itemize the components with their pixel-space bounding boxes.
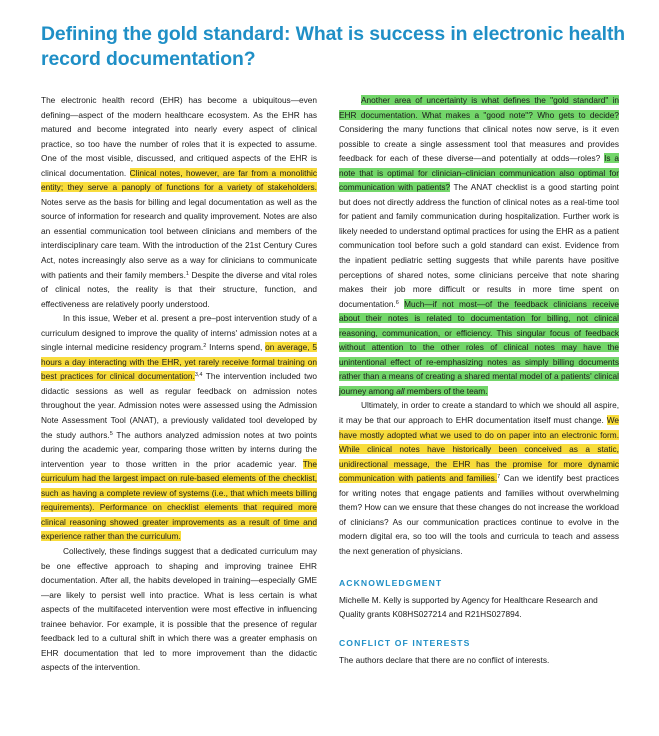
text-run: In this issue, Weber et al. present a pre–post intervention study of a curriculum designed to improve the quality of interns' admission notes at a single internal medicine residency program. <box>41 313 317 353</box>
text-run: Ultimately, in order to create a standard to which we should all aspire, it may be that our approach to EHR documentation itself must change. <box>339 400 619 426</box>
text-run: Interns spend, <box>206 342 266 353</box>
citation-2: 2 <box>203 343 207 350</box>
article-title: Defining the gold standard: What is success in electronic health record documentation? <box>41 23 626 70</box>
emphasis: all <box>396 385 405 396</box>
text-run: Much—if not most—of the feedback clinicians receive about their notes is related to documentation for billing, not clinical reasoning, communication, or efficiency. This singular focus of feedback without attention to the other roles of clinical notes may have the unintentional effect of re-emphasizing notes as simply billing documents rather than a means of creating a shared mental model of a patients' clinical journey among <box>339 298 619 396</box>
right-column <box>339 93 619 667</box>
text-run: Considering the many functions that clinical notes now serve, is it even possible to create a single assessment tool that measures and provides feedback for each of these diverse—and potentially at odds—roles? <box>339 124 619 164</box>
text-run: The authors analyzed admission notes at two points during the academic year, comparing those written by interns during the intervention year to those written in the prior academic year. <box>41 429 317 469</box>
conflict-text: The authors declare that there are no conflict of interests. <box>339 654 550 665</box>
yellow-highlight: Clinical notes, however, are far from a monolithic entity; they serve a panoply of functions for a variety of stakeholders. <box>41 167 317 193</box>
paragraph-uncertainty <box>339 93 619 398</box>
citation-1: 1 <box>185 270 189 277</box>
green-highlight <box>339 299 619 396</box>
green-highlight: Is a note that is optimal for clinician–clinician communication also optimal for communication with patients? <box>339 153 619 193</box>
citation-3-4: 3,4 <box>194 372 203 379</box>
citation-6: 6 <box>395 299 399 306</box>
yellow-highlight: on average, 5 hours a day interacting with the EHR, yet rarely receive formal training on best practices for clinical documentation. <box>41 342 317 382</box>
text-run: Can we identify best practices for writing notes that engage patients and families without overwhelming them? How can we ensure that these changes do not increase the workload of clinicians? As our communication practices continue to evolve in the modern digital era, so too will the tools and curricula to teach and assess the next generation of physicians. <box>339 473 619 556</box>
paragraph-study <box>41 311 317 544</box>
text-run: members of the team. <box>404 385 488 396</box>
yellow-highlight: The curriculum had the largest impact on rule-based elements of the checklist, such as having a complete review of systems (i.e., that which meets billing requirements). Performance on checklist elements that required more clinical reasoning showed greater improvements as a result of time and experience rather than the curriculum. <box>41 458 317 542</box>
text-run: The intervention included two didactic sessions as well as regular feedback on admission notes throughout the year. Admission notes were assessed using the Admission Note Assessment Tool (ANAT), a previously validated tool developed by the study authors. <box>41 371 317 440</box>
left-column <box>41 93 317 675</box>
conflict-heading: CONFLICT OF INTERESTS <box>339 637 471 648</box>
acknowledgment-heading: ACKNOWLEDGMENT <box>339 577 443 588</box>
citation-7: 7 <box>497 474 501 481</box>
green-highlight: Another area of uncertainty is what defines the "gold standard" in EHR documentation. What makes a "good note"? Who gets to decide? <box>339 95 619 120</box>
text-run: Despite the diverse and vital roles of clinical notes, the reality is that their structure, function, and effectiveness are relatively poorly understood. <box>41 269 317 309</box>
citation-5: 5 <box>109 430 113 437</box>
acknowledgment-text: Michelle M. Kelly is supported by Agency for Healthcare Research and Quality grants K08HS027214 and R21HS027894. <box>339 594 598 620</box>
yellow-highlight: We have mostly adopted what we used to do on paper into an electronic form. While clinical notes have historically been conceived as a static, unidirectional message, the EHR has the promise for more dynamic communication with patients and families. <box>339 415 619 484</box>
paragraph-conclusion <box>339 398 619 558</box>
text-run: The ANAT checklist is a good starting point but does not directly address the function of clinical notes as a real-time tool for patient and family communication during hospitalization. Further work is likely needed to understand optimal practices for using the EHR as a patient communication tool before such a gold standard can exist. Evidence from the inpatient pediatric setting suggests that while parents have positive perceptions of shared notes, some clinicians perceive that note sharing makes their job more difficult or results in more time spent on documentation. <box>339 182 619 309</box>
paragraph-findings: Collectively, these findings suggest that a dedicated curriculum may be one effective approach to shaping and improving trainee EHR documentation. After all, the habits developed in training—especially GME—are likely to persist well into practice. What is less certain is what aspects of the multifaceted intervention were most effective in influencing trainee behavior. For example, it is possible that the presence of regular feedback led to a cultural shift in which there was a greater emphasis on EHR documentation that led to more improvement than the didactic aspects of the intervention. <box>41 545 317 673</box>
text-run: The electronic health record (EHR) has become a ubiquitous—even defining—aspect of the modern healthcare ecosystem. As the EHR has matured and become integrated into nearly every aspect of clinical practice, so too have the number of roles that it is expected to assume. One of the most visible, discussed, and critiqued aspects of the EHR is clinical documentation. <box>41 95 317 178</box>
paragraph-intro <box>41 93 317 311</box>
text-run: Notes serve as the basis for billing and legal documentation as well as the source of information for research and quality improvement. Notes are also an essential communication tool between clinicians and members of the interdisciplinary care team. With the introduction of the 21st Century Cures Act, notes increasingly also serve as a way for clinicians to communicate with patients and their family members. <box>41 196 317 280</box>
